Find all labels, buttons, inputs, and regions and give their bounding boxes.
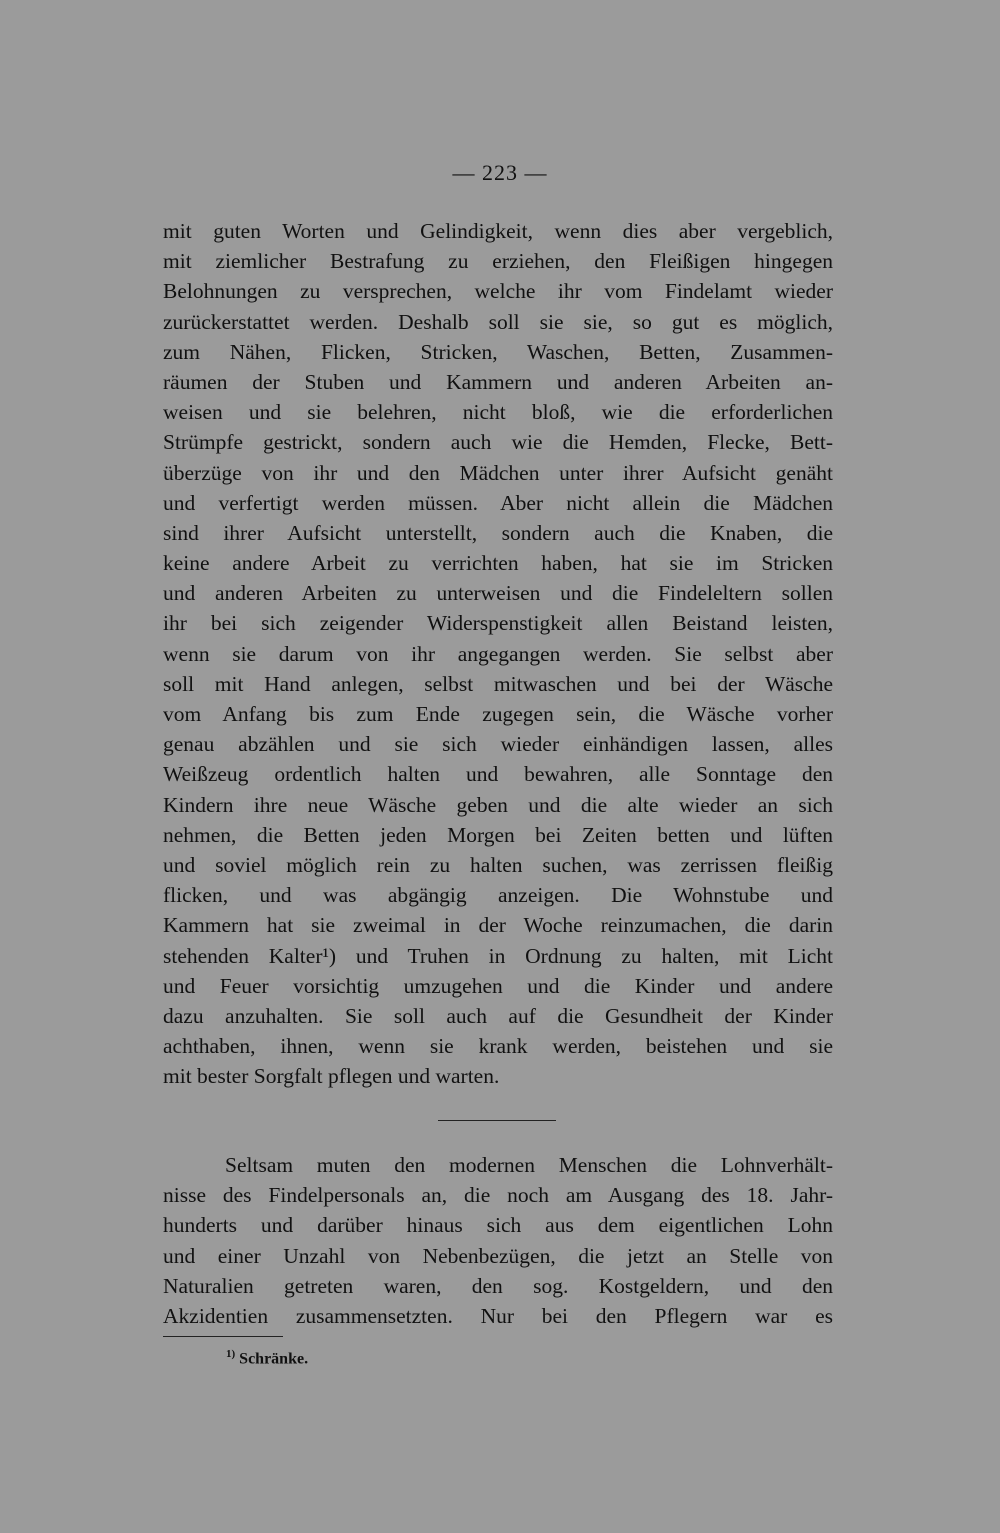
text-line: nehmen, die Betten jeden Morgen bei Zeiten betten und lüften: [163, 822, 833, 847]
text-line: mit ziemlicher Bestrafung zu erziehen, den Fleißigen hingegen: [163, 249, 833, 274]
text-line: wenn sie darum von ihr angegangen werden. Sie selbst aber: [163, 641, 833, 666]
text-line: zum Nähen, Flicken, Stricken, Waschen, Betten, Zusammen-: [163, 339, 833, 364]
text-line: soll mit Hand anlegen, selbst mitwaschen und bei der Wäsche: [163, 671, 833, 696]
footnote: [226, 1348, 308, 1368]
text-line: dazu anzuhalten. Sie soll auch auf die Gesundheit der Kinder: [163, 1003, 833, 1028]
text-line: Seltsam muten den modernen Menschen die Lohnverhält-: [225, 1153, 833, 1177]
text-line: Akzidentien zusammensetzten. Nur bei den Pflegern war es: [163, 1303, 833, 1328]
footnote-text: Schränke.: [239, 1350, 309, 1368]
text-line: mit guten Worten und Gelindigkeit, wenn dies aber vergeblich,: [163, 219, 833, 243]
text-line: stehenden Kalter¹) und Truhen in Ordnung zu halten, mit Licht: [163, 943, 833, 968]
footnote-marker: 1): [226, 1348, 236, 1360]
text-line: nisse des Findelpersonals an, die noch am Ausgang des 18. Jahr-: [163, 1183, 833, 1208]
footnote-rule: [163, 1336, 283, 1337]
text-line: räumen der Stuben und Kammern und anderen Arbeiten an-: [163, 369, 833, 394]
text-line: weisen und sie belehren, nicht bloß, wie die erforderlichen: [163, 400, 833, 425]
text-line: vom Anfang bis zum Ende zugegen sein, die Wäsche vorher: [163, 702, 833, 726]
paragraph-2: [163, 1150, 833, 1331]
text-line: Weißzeug ordentlich halten und bewahren, alle Sonntage den: [163, 762, 833, 787]
text-line: sind ihrer Aufsicht unterstellt, sondern auch die Knaben, die: [163, 520, 833, 545]
text-line: Kammern hat sie zweimal in der Woche reinzumachen, die darin: [163, 913, 833, 938]
text-line: zurückerstattet werden. Deshalb soll sie sie, so gut es möglich,: [163, 309, 833, 334]
page-number: — 223 —: [452, 160, 548, 185]
text-line: und soviel möglich rein zu halten suchen, was zerrissen fleißig: [163, 852, 833, 877]
text-line: und einer Unzahl von Nebenbezügen, die jetzt an Stelle von: [163, 1243, 833, 1268]
text-line: Naturalien getreten waren, den sog. Kostgeldern, und den: [163, 1273, 833, 1298]
text-line: Belohnungen zu versprechen, welche ihr vom Findelamt wieder: [163, 279, 833, 304]
text-line: Strümpfe gestrickt, sondern auch wie die Hemden, Flecke, Bett-: [163, 430, 833, 455]
text-line: flicken, und was abgängig anzeigen. Die Wohnstube und: [163, 883, 833, 908]
text-line: und anderen Arbeiten zu unterweisen und die Findeleltern sollen: [163, 581, 833, 606]
text-line: ihr bei sich zeigender Widerspenstigkeit allen Beistand leisten,: [163, 611, 833, 636]
text-line: Kindern ihre neue Wäsche geben und die alte wieder an sich: [163, 792, 833, 817]
text-line: überzüge von ihr und den Mädchen unter ihrer Aufsicht genäht: [163, 460, 833, 485]
text-line: und Feuer vorsichtig umzugehen und die Kinder und andere: [163, 973, 833, 998]
text-line: achthaben, ihnen, wenn sie krank werden, beistehen und sie: [163, 1034, 833, 1059]
text-line: hunderts und darüber hinaus sich aus dem eigentlichen Lohn: [163, 1213, 833, 1238]
paragraph-1: [163, 216, 833, 1091]
text-line: mit bester Sorgfalt pflegen und warten.: [163, 1064, 500, 1089]
text-line: und verfertigt werden müssen. Aber nicht allein die Mädchen: [163, 490, 833, 515]
text-line: keine andere Arbeit zu verrichten haben, hat sie im Stricken: [163, 551, 833, 576]
text-line: genau abzählen und sie sich wieder einhändigen lassen, alles: [163, 732, 833, 757]
section-separator: [438, 1120, 556, 1121]
